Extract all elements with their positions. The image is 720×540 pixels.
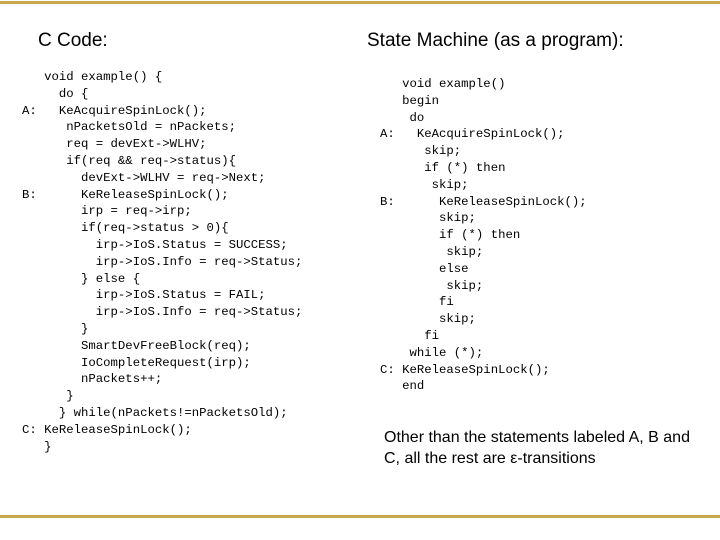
state-machine-heading: State Machine (as a program): bbox=[367, 30, 624, 51]
state-machine-listing: void example() begin do A: KeAcquireSpinLock(); skip; if (*) then skip; B: KeReleaseSpinLock(); skip; if (*) then skip; else skip; fi skip; fi while (*); C: KeReleaseSpinLock(); end bbox=[380, 77, 587, 394]
bottom-rule bbox=[0, 515, 720, 518]
c-code-heading: C Code: bbox=[38, 30, 108, 51]
epsilon-transitions-note: Other than the statements labeled A, B and C, all the rest are ε-transitions bbox=[384, 429, 690, 467]
top-rule bbox=[0, 1, 720, 4]
c-code-listing: void example() { do { A: KeAcquireSpinLock(); nPacketsOld = nPackets; req = devExt->WLHV; if(req && req->status){ devExt->WLHV = req->Next; B: KeReleaseSpinLock(); irp = req->irp; if(req->status > 0){ irp->IoS.Status = SUCCESS; irp->IoS.Info = req->Status; } else { irp->IoS.Status = FAIL; irp->IoS.Info = req->Status; } SmartDevFreeBlock(req); IoCompleteRequest(irp); nPackets++; } } while(nPackets!=nPacketsOld); C: KeReleaseSpinLock(); } bbox=[22, 70, 303, 454]
